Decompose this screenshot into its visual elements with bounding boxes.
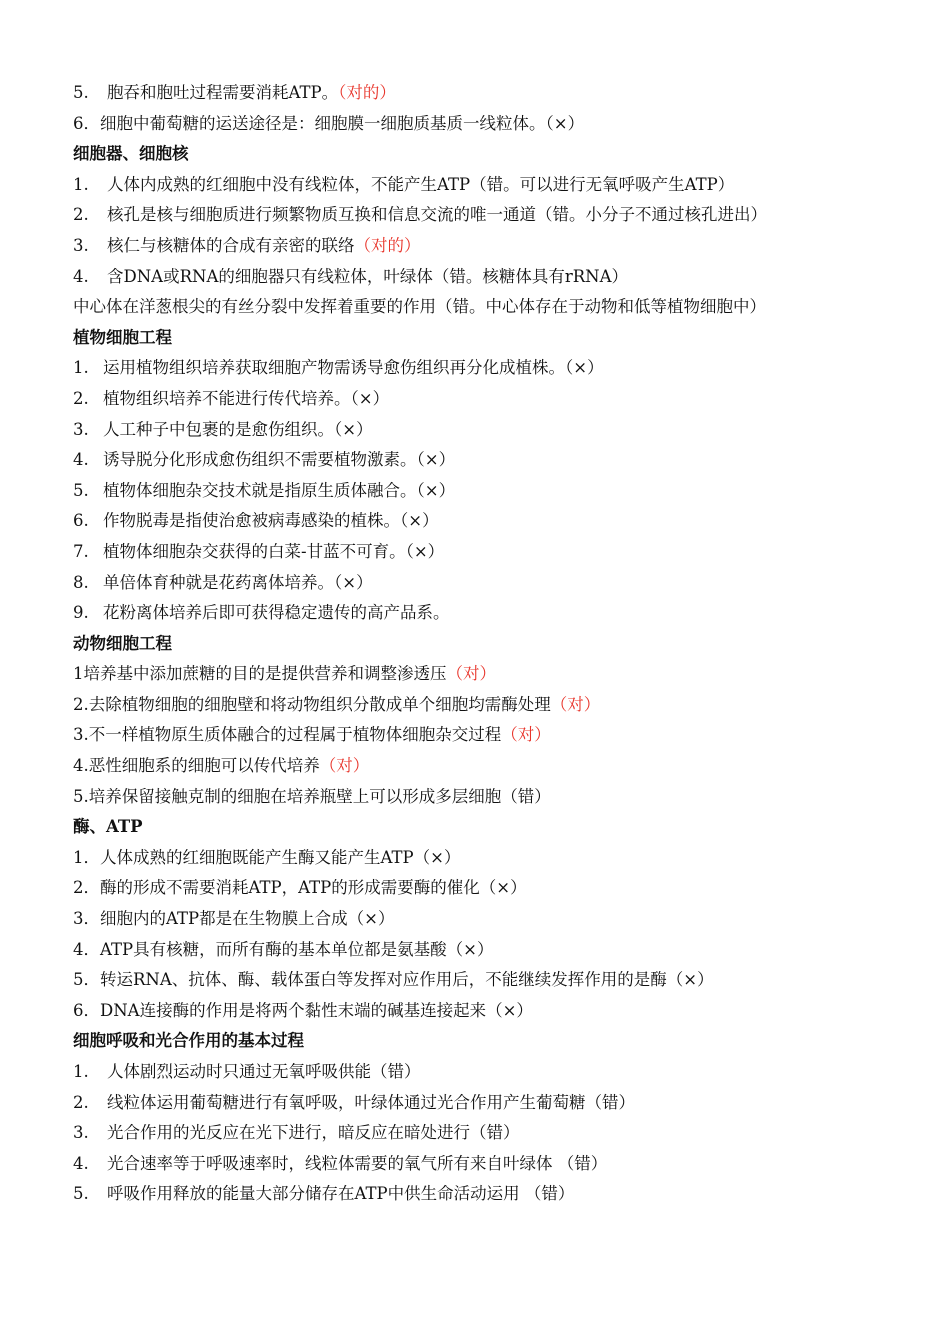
- document-line: [73, 445, 893, 476]
- answer-mark: （对的）: [338, 83, 396, 102]
- line-text: 1培养基中添加蔗糖的目的是提供营养和调整渗透压: [73, 664, 447, 684]
- line-text: 5.培养保留接触克制的细胞在培养瓶壁上可以形成多层细胞（错）: [73, 786, 551, 806]
- document-line: [73, 537, 893, 568]
- document-line: [73, 262, 893, 293]
- line-text: 运用植物组织培养获取细胞产物需诱导愈伤组织再分化成植株。（×）: [103, 358, 604, 378]
- line-text: 诱导脱分化形成愈伤组织不需要植物激素。（×）: [103, 450, 456, 470]
- line-text: 植物体细胞杂交获得的白菜-甘蓝不可育。（×）: [103, 541, 445, 561]
- line-text: 核仁与核糖体的合成有亲密的联络: [107, 235, 355, 255]
- section-heading: 细胞呼吸和光合作用的基本过程: [73, 1031, 304, 1051]
- document-line: [73, 109, 893, 140]
- document-content: [73, 78, 893, 1210]
- document-line: [73, 1149, 893, 1180]
- document-line: [73, 598, 893, 629]
- item-number: 1.: [73, 1062, 89, 1081]
- item-number: 3.: [73, 1123, 89, 1143]
- line-text: 5．转运RNA、抗体、酶、载体蛋白等发挥对应作用后，不能继续发挥作用的是酶（×）: [73, 970, 714, 990]
- item-number: 2.: [73, 1092, 89, 1112]
- line-text: 单倍体育种就是花药离体培养。（×）: [103, 572, 373, 592]
- answer-mark: （对）: [501, 725, 551, 745]
- answer-mark: （对）: [446, 664, 496, 684]
- item-number: 2.: [73, 388, 89, 408]
- document-line: [73, 751, 893, 782]
- section-heading: 酶、ATP: [73, 817, 143, 837]
- document-line: [73, 1179, 893, 1210]
- document-line: [73, 353, 893, 384]
- line-text: 1．人体成熟的红细胞既能产生酶又能产生ATP（×）: [73, 847, 461, 867]
- line-text: 光合作用的光反应在光下进行，暗反应在暗处进行（错）: [107, 1123, 520, 1143]
- line-text: 2.去除植物细胞的细胞壁和将动物组织分散成单个细胞均需酶处理: [73, 694, 551, 714]
- line-text: 人体内成熟的红细胞中没有线粒体，不能产生ATP（错。可以进行无氧呼吸产生ATP）: [107, 174, 735, 194]
- line-text: 4.恶性细胞系的细胞可以传代培养: [73, 756, 320, 776]
- document-line: [73, 1118, 893, 1149]
- answer-mark: （对的）: [354, 235, 421, 255]
- item-number: 2.: [73, 205, 89, 225]
- line-text: 2．酶的形成不需要消耗ATP，ATP的形成需要酶的催化（×）: [73, 878, 527, 898]
- item-number: 4.: [73, 450, 89, 470]
- line-text: 植物体细胞杂交技术就是指原生质体融合。（×）: [103, 480, 456, 500]
- section-heading: 细胞器、细胞核: [73, 144, 189, 164]
- line-text: 人体剧烈运动时只通过无氧呼吸供能（错）: [107, 1062, 421, 1081]
- document-line: [73, 996, 893, 1027]
- line-text: 光合速率等于呼吸速率时，线粒体需要的氧气所有来自叶绿体 （错）: [107, 1153, 608, 1173]
- line-text: 作物脱毒是指使治愈被病毒感染的植株。（×）: [103, 511, 439, 531]
- document-line: [73, 292, 893, 323]
- item-number: 9.: [73, 603, 89, 623]
- item-number: 5.: [73, 1184, 89, 1204]
- line-text: 3．细胞内的ATP都是在生物膜上合成（×）: [73, 909, 395, 929]
- document-line: [73, 720, 893, 751]
- document-line: [73, 935, 893, 966]
- item-number: 5.: [73, 83, 89, 102]
- item-number: 5.: [73, 480, 89, 500]
- document-line: [73, 384, 893, 415]
- item-number: 4.: [73, 266, 89, 286]
- document-line: [73, 506, 893, 537]
- document-line: [73, 1057, 893, 1088]
- document-line: [73, 873, 893, 904]
- line-text: 含DNA或RNA的细胞器只有线粒体，叶绿体（错。核糖体具有rRNA）: [107, 266, 629, 286]
- document-line: [73, 690, 893, 721]
- line-text: 6．细胞中葡萄糖的运送途径是：细胞膜一细胞质基质一线粒体。（×）: [73, 113, 585, 133]
- item-number: 1.: [73, 358, 89, 378]
- section-heading: 植物细胞工程: [73, 327, 172, 347]
- section-heading: 动物细胞工程: [73, 633, 172, 653]
- line-text: 呼吸作用释放的能量大部分储存在ATP中供生命活动运用 （错）: [107, 1184, 575, 1204]
- line-text: 线粒体运用葡萄糖进行有氧呼吸，叶绿体通过光合作用产生葡萄糖（错）: [107, 1092, 635, 1112]
- line-text: 3.不一样植物原生质体融合的过程属于植物体细胞杂交过程: [73, 725, 502, 745]
- item-number: 1.: [73, 174, 89, 194]
- line-text: 花粉离体培养后即可获得稳定遗传的高产品系。: [103, 603, 450, 623]
- document-line: [73, 843, 893, 874]
- line-text: 植物组织培养不能进行传代培养。（×）: [103, 388, 390, 408]
- line-text: 人工种子中包裹的是愈伤组织。（×）: [103, 419, 373, 439]
- document-line: [73, 782, 893, 813]
- line-text: 核孔是核与细胞质进行频繁物质互换和信息交流的唯一通道（错。小分子不通过核孔进出）: [107, 205, 767, 225]
- item-number: 3.: [73, 419, 89, 439]
- document-line: [73, 170, 893, 201]
- document-line: [73, 200, 893, 231]
- item-number: 7.: [73, 541, 89, 561]
- answer-mark: （对）: [319, 756, 370, 776]
- document-line: [73, 415, 893, 446]
- document-line: [73, 568, 893, 599]
- document-line: [73, 965, 893, 996]
- item-number: 8.: [73, 572, 89, 592]
- line-text: 4．ATP具有核糖，而所有酶的基本单位都是氨基酸（×）: [73, 939, 494, 959]
- document-line: [73, 659, 893, 690]
- item-number: 4.: [73, 1153, 89, 1173]
- document-line: [73, 1088, 893, 1119]
- line-text: 胞吞和胞吐过程需要消耗ATP。: [107, 83, 339, 102]
- line-text: 6．DNA连接酶的作用是将两个黏性末端的碱基连接起来（×）: [73, 1000, 533, 1020]
- item-number: 3.: [73, 235, 89, 255]
- item-number: 6.: [73, 511, 89, 531]
- line-text: 中心体在洋葱根尖的有丝分裂中发挥着重要的作用（错。中心体存在于动物和低等植物细胞中）: [73, 297, 766, 317]
- document-line: [73, 476, 893, 507]
- answer-mark: （对）: [550, 694, 601, 714]
- document-line: [73, 78, 893, 109]
- document-line: [73, 231, 893, 262]
- document-line: [73, 904, 893, 935]
